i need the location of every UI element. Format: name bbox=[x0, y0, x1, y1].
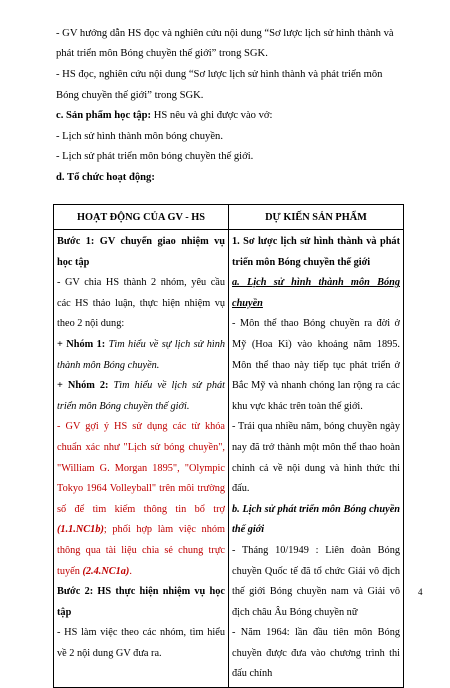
page-number: 4 bbox=[418, 587, 423, 597]
intro-line-7: - Lịch sử phát triển môn bóng chuyền thế giới. bbox=[56, 151, 254, 162]
intro-line-2: phát triển môn Bóng chuyền thế giới” trong SGK. bbox=[56, 48, 268, 59]
section-heading: d. Tổ chức hoạt động: bbox=[56, 172, 155, 183]
digital-note-part-2: ; phối hợp làm việc nhóm thông qua tài liệu chia sẻ chung trực tuyến bbox=[57, 524, 225, 577]
history-paragraph-2: - Trải qua nhiều năm, bóng chuyền ngày nay đã trở thành một môn thể thao hoàn chỉnh cả về nội dung và hình thức thi đấu. bbox=[232, 421, 400, 495]
product-heading: 1. Sơ lược lịch sử hình thành và phát triển môn Bóng chuyền thế giới bbox=[232, 236, 400, 268]
digital-note-part-1: - GV gợi ý HS sử dụng các từ khóa chuẩn xác như "Lịch sử bóng chuyền", "William G. Morgan 1895", "Olympic Tokyo 1964 Volleyball" trên môi trường số để tìm kiếm thông tin bổ trợ bbox=[57, 421, 225, 515]
product-text: HS nêu và ghi được vào vở: bbox=[151, 110, 273, 121]
column-header-activity: HOẠT ĐỘNG CỦA GV - HS bbox=[54, 205, 229, 230]
product-cell bbox=[229, 230, 404, 688]
product-label: c. Sản phẩm học tập: bbox=[56, 110, 152, 121]
group-2 bbox=[57, 376, 225, 417]
step-1-text: - GV chia HS thành 2 nhóm, yêu cầu các HS thảo luận, thực hiện nhiệm vụ theo 2 nội dung: bbox=[57, 277, 225, 330]
step-1-heading: Bước 1: GV chuyển giao nhiệm vụ học tập bbox=[57, 236, 225, 268]
group-1-text: Tìm hiểu về sự lịch sử hình thành môn Bóng chuyền. bbox=[57, 338, 226, 371]
competency-code-1: (1.1.NC1b) bbox=[57, 524, 104, 536]
product-line bbox=[56, 109, 272, 122]
history-paragraph-1: - Môn thể thao Bóng chuyền ra đời ở Mỹ (Hoa Kì) vào khoảng năm 1895. Môn thể thao này tiếp tục phát triển ở Bắc Mỹ và nhanh chóng lan rộng ra các khu vực khác trên toàn thế giới. bbox=[232, 318, 400, 412]
group-1-label: + Nhóm 1: bbox=[57, 338, 106, 350]
activity-table bbox=[53, 204, 404, 688]
digital-skills-note bbox=[57, 417, 225, 582]
development-paragraph-1: - Tháng 10/1949 : Liên đoàn Bóng chuyền Quốc tế đã tổ chức Giải vô địch thế giới Bóng chuyền nam và Giải vô địch châu Âu Bóng chuyền nữ bbox=[232, 544, 400, 618]
step-2-text: - HS làm việc theo các nhóm, tìm hiểu về 2 nội dung GV đưa ra. bbox=[57, 627, 225, 659]
digital-note-end: . bbox=[129, 565, 132, 577]
subheading-a: a. Lịch sử hình thành môn Bóng chuyền bbox=[232, 277, 400, 309]
column-header-product: DỰ KIẾN SẢN PHẨM bbox=[229, 205, 404, 230]
group-1 bbox=[57, 335, 225, 376]
competency-code-2: (2.4.NC1a) bbox=[82, 565, 130, 577]
activity-cell bbox=[54, 230, 229, 688]
intro-line-4: Bóng chuyền thế giới” trong SGK. bbox=[56, 90, 204, 101]
intro-line-1: - GV hướng dẫn HS đọc và nghiên cứu nội dung “Sơ lược lịch sử hình thành và bbox=[56, 28, 394, 39]
group-2-label: + Nhóm 2: bbox=[57, 380, 109, 392]
step-2-heading: Bước 2: HS thực hiện nhiệm vụ học tập bbox=[57, 586, 225, 618]
subheading-b: b. Lịch sử phát triển môn Bóng chuyền thế giới bbox=[232, 503, 400, 536]
development-paragraph-2: - Năm 1964: lần đầu tiên môn Bóng chuyền được đưa vào chương trình thi đấu chính bbox=[232, 627, 400, 680]
group-2-text: Tìm hiểu về lịch sử phát triển môn Bóng chuyền thế giới. bbox=[57, 380, 225, 412]
intro-line-6: - Lịch sử hình thành môn bóng chuyền. bbox=[56, 131, 223, 142]
intro-line-3: - HS đọc, nghiên cứu nội dung “Sơ lược lịch sử hình thành và phát triển môn bbox=[56, 69, 383, 80]
